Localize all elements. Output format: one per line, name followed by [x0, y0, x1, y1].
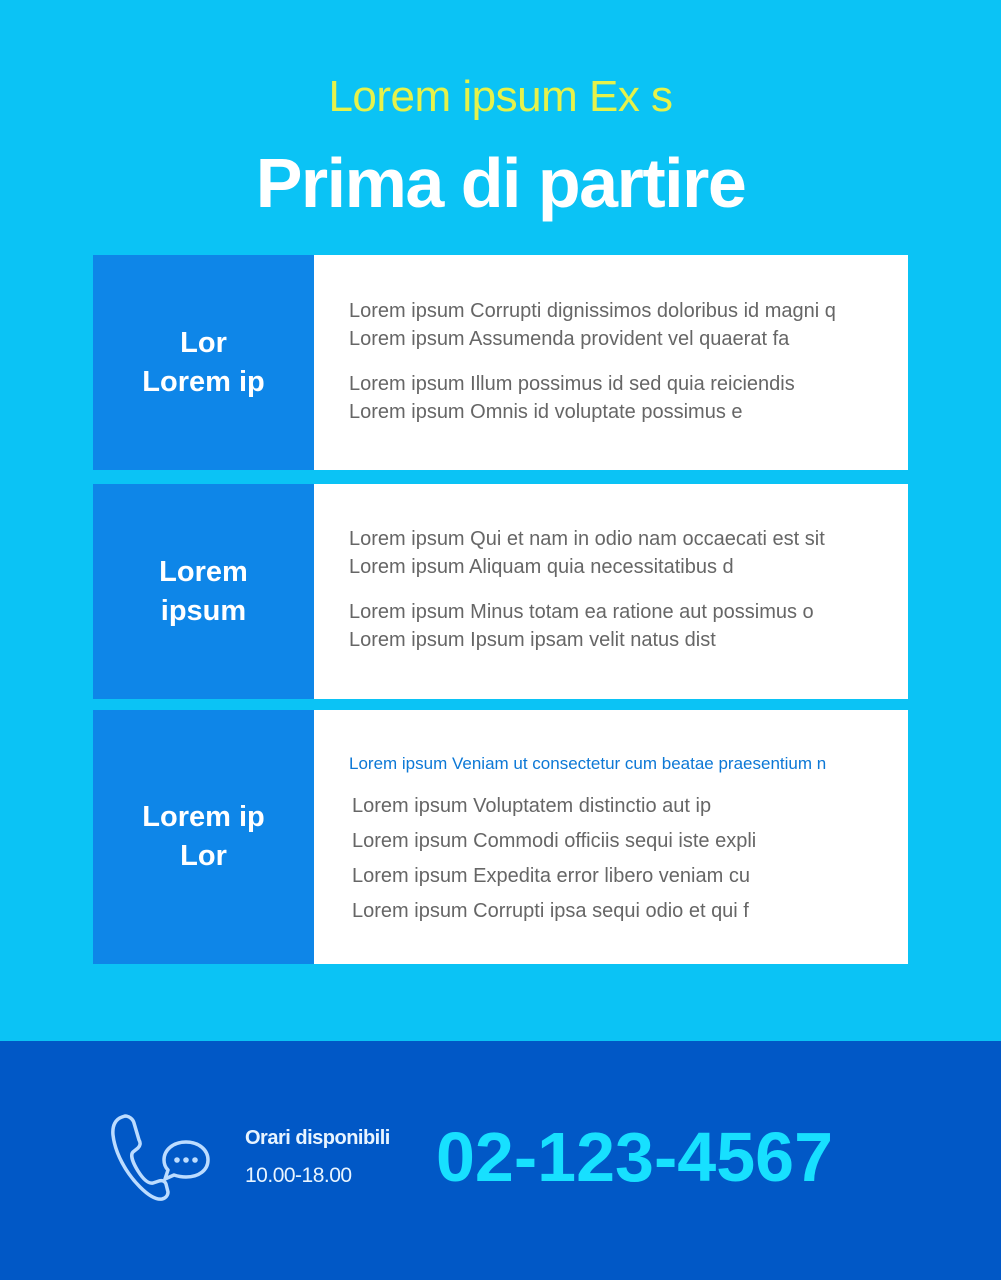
text-line: Lorem ipsum Voluptatem distinctio aut ip: [352, 795, 712, 817]
text-line: Lorem ipsum Aliquam quia necessitatibus d: [349, 556, 734, 578]
text-line: Lorem ipsum Omnis id voluptate possimus e: [349, 401, 743, 423]
info-row-1: [93, 255, 908, 470]
text-line: Lorem ipsum Commodi officiis sequi iste expli: [352, 830, 757, 852]
text-line: Lorem ipsum Qui et nam in odio nam occaecati est sit: [349, 528, 825, 550]
hours-label: Orari disponibili: [245, 1127, 390, 1149]
page-subtitle: Lorem ipsum Ex s: [328, 72, 673, 121]
info-row-2: [93, 484, 908, 699]
row-label: Lor Lorem ip: [142, 326, 265, 398]
row-label-block: [93, 710, 314, 964]
page-title: Prima di partire: [255, 144, 746, 222]
text-line: Lorem ipsum Expedita error libero veniam cu: [352, 865, 750, 887]
row-label-block: [93, 484, 314, 699]
text-line: Lorem ipsum Assumenda provident vel quaerat fa: [349, 328, 790, 350]
text-line: Lorem ipsum Illum possimus id sed quia reiciendis: [349, 373, 795, 395]
text-line: Lorem ipsum Ipsum ipsam velit natus dist: [349, 629, 716, 651]
info-row-3: [93, 710, 908, 964]
text-line: Lorem ipsum Corrupti ipsa sequi odio et qui f: [352, 900, 749, 922]
row-text-panel: [314, 484, 908, 699]
hours-value: 10.00-18.00: [245, 1164, 352, 1187]
text-line: Lorem ipsum Minus totam ea ratione aut possimus o: [349, 601, 814, 623]
text-line: Lorem ipsum Corrupti dignissimos doloribus id magni q: [349, 300, 836, 322]
phone-chat-icon: [108, 1113, 212, 1205]
row-text-panel: [314, 710, 908, 964]
row-label: Lorem ip Lor: [142, 801, 265, 872]
row-text-panel: [314, 255, 908, 470]
row-label-block: [93, 255, 314, 470]
row-label: Lorem ipsum: [159, 555, 248, 627]
highlight-line: Lorem ipsum Veniam ut consectetur cum beatae praesentium n: [349, 754, 827, 773]
phone-number: 02-123-4567: [436, 1118, 833, 1196]
